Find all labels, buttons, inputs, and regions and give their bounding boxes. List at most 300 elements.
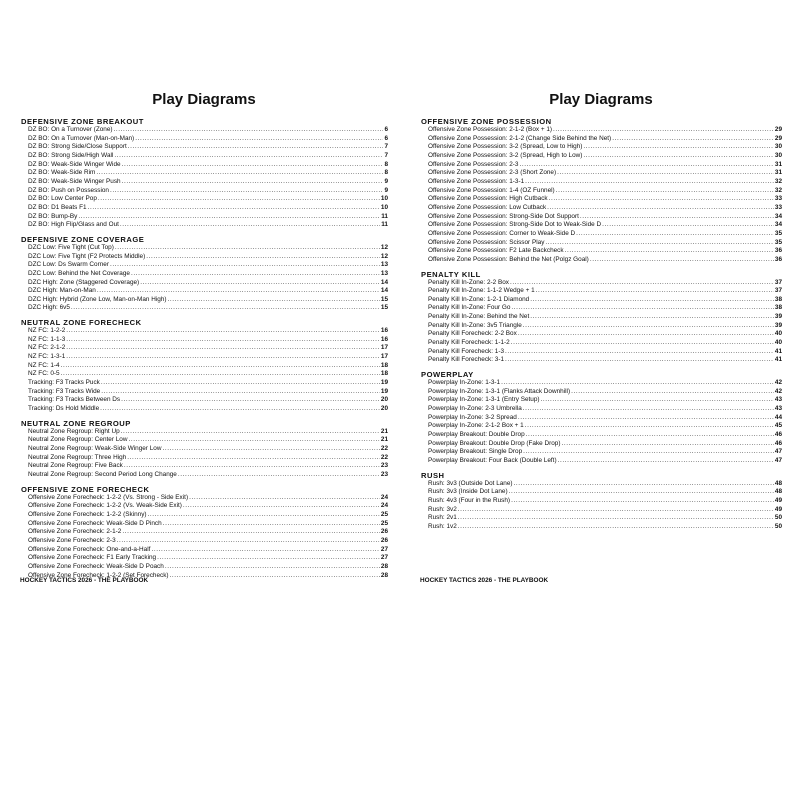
entry-page-number: 46 [774,439,782,447]
entry-title: Penalty Kill Forecheck: 3-1 [428,356,505,364]
entry-page-number: 41 [774,356,782,364]
dot-leader [545,239,774,248]
toc-entry[interactable] [20,405,388,414]
entry-title: Offensive Zone Forecheck: 1-2-2 (Skinny) [28,510,147,518]
entry-page-number: 18 [380,370,388,378]
entry-page-number: 10 [380,203,388,211]
entry-title: DZ BO: Weak-Side Rim [28,169,96,177]
dot-leader [189,494,380,503]
entry-title: Neutral Zone Regroup: Three High [28,453,127,461]
toc-entry[interactable] [20,554,388,563]
entry-title: Neutral Zone Regroup: Weak-Side Winger Low [28,445,162,452]
toc-entry[interactable] [420,204,782,213]
entry-title: DZC Low: Behind the Net Coverage [28,269,130,277]
dot-leader [583,152,773,161]
entry-page-number: 43 [774,405,782,413]
dot-leader [536,287,774,296]
dot-leader [602,221,774,230]
toc-entry[interactable] [20,204,388,213]
entry-page-number: 14 [380,278,388,286]
entry-title: Rush: 3v2 [428,505,457,513]
entry-page-number: 40 [774,339,782,347]
entry-title: NZ FC: 0-5 [28,370,60,378]
dot-leader [66,344,380,353]
entry-page-number: 42 [774,379,782,387]
entry-title: Offensive Zone Forecheck: 1-2-2 (Vs. Strong - Side Exit) [28,493,189,501]
entry-page-number: 30 [774,143,782,151]
toc-entry[interactable] [20,462,388,471]
entry-page-number: 25 [380,519,388,527]
dot-leader [66,353,380,362]
entry-page-number: 36 [774,247,782,255]
toc-entry[interactable] [420,322,782,331]
entry-page-number: 31 [774,169,782,177]
entry-title: Penalty Kill Forecheck: 2-2 Box [428,330,517,338]
table-of-contents [420,117,782,537]
entry-title: NZ FC: 1-4 [28,361,60,369]
entry-title: Rush: 3v3 (Outside Dot Lane) [428,479,513,487]
dot-leader [511,339,774,348]
toc-entry[interactable] [20,244,388,253]
section-heading: DEFENSIVE ZONE COVERAGE [21,234,145,244]
entry-page-number: 25 [380,510,388,518]
dot-leader [178,471,380,480]
toc-entry[interactable] [20,537,388,546]
dot-leader [562,440,774,449]
left-page [20,0,388,800]
entry-page-number: 19 [380,379,388,387]
entry-title: Powerplay Breakout: Four Back (Double Left) [428,456,557,464]
toc-entry[interactable] [420,221,782,230]
entry-title: Offensive Zone Forecheck: F1 Early Tracking [28,554,157,562]
entry-title: Rush: 1v2 [428,522,457,530]
entry-title: Neutral Zone Regroup: Right Up [28,427,120,435]
dot-leader [101,388,380,397]
dot-leader [122,161,384,170]
entry-title: Penalty Kill In-Zone: Behind the Net [428,313,530,321]
toc-section [420,471,782,532]
toc-entry[interactable] [420,287,782,296]
toc-entry[interactable] [420,213,782,222]
entry-page-number: 13 [380,269,388,277]
toc-entry[interactable] [420,256,782,265]
dot-leader [122,178,384,187]
dot-leader [590,256,774,265]
entry-page-number: 20 [380,396,388,404]
toc-entry[interactable] [420,396,782,405]
toc-entry[interactable] [420,187,782,196]
entry-page-number: 7 [384,143,388,151]
dot-leader [525,422,774,431]
entry-title: Tracking: Ds Hold Middle [28,405,100,413]
toc-entry[interactable] [20,253,388,262]
entry-page-number: 19 [380,387,388,395]
entry-title: Offensive Zone Possession: 2-1-2 (Box + 1) [428,126,553,133]
entry-page-number: 49 [774,496,782,504]
dot-leader [168,296,380,305]
entry-title: Neutral Zone Regroup: Center Low [28,436,128,444]
toc-entry[interactable] [20,370,388,379]
toc-entry[interactable] [20,445,388,454]
entry-title: Offensive Zone Possession: Corner to Weak-Side D [428,229,576,237]
toc-entry[interactable] [420,448,782,457]
toc-entry[interactable] [20,379,388,388]
dot-leader [518,414,774,423]
entry-page-number: 38 [774,295,782,303]
entry-page-number: 34 [774,221,782,229]
entry-page-number: 15 [380,295,388,303]
entry-page-number: 36 [774,255,782,263]
toc-entry[interactable] [420,143,782,152]
entry-page-number: 8 [384,169,388,177]
dot-leader [110,261,380,270]
entry-title: Offensive Zone Forecheck: Weak-Side D Poach [28,562,164,570]
dot-leader [518,330,774,339]
entry-title: Offensive Zone Possession: 3-2 (Spread, High to Low) [428,151,583,159]
entry-title: DZC Low: Five Tight (Cut Top) [28,243,114,251]
page-footer: HOCKEY TACTICS 2026 - THE PLAYBOOK [420,577,549,584]
toc-entry[interactable] [420,379,782,388]
dot-leader [509,488,774,497]
toc-entry[interactable] [420,161,782,170]
toc-entry[interactable] [20,161,388,170]
toc-entry[interactable] [20,327,388,336]
toc-entry[interactable] [20,213,388,222]
toc-entry[interactable] [420,348,782,357]
entry-title: DZ BO: Weak-Side Winger Wide [28,160,121,168]
entry-title: Offensive Zone Possession: High Cutback [428,195,548,203]
entry-title: DZ BO: Low Center Pop [28,195,97,203]
dot-leader [135,135,383,144]
entry-page-number: 11 [381,212,388,220]
entry-page-number: 21 [380,436,388,444]
dot-leader [121,428,380,437]
toc-section [420,270,782,366]
entry-page-number: 48 [774,479,782,487]
toc-entry[interactable] [420,506,782,515]
dot-leader [78,213,380,222]
dot-leader [556,187,774,196]
toc-entry[interactable] [420,178,782,187]
toc-entry[interactable] [20,270,388,279]
entry-page-number: 30 [774,151,782,159]
toc-entry[interactable] [20,362,388,371]
entry-title: Rush: 2v1 [428,514,457,522]
toc-entry[interactable] [420,440,782,449]
dot-leader [526,431,774,440]
entry-title: Penalty Kill Forecheck: 1-3 [428,347,505,355]
entry-page-number: 37 [774,278,782,286]
toc-entry[interactable] [420,296,782,305]
entry-title: Offensive Zone Possession: 2-3 [428,160,519,168]
toc-entry[interactable] [20,261,388,270]
toc-entry[interactable] [420,339,782,348]
page-footer: HOCKEY TACTICS 2026 - THE PLAYBOOK [20,577,149,584]
dot-leader [114,126,384,135]
toc-entry[interactable] [420,457,782,466]
dot-leader [458,514,774,523]
entry-page-number: 50 [774,522,782,530]
entry-title: DZ BO: Weak-Side Winger Push [28,177,121,185]
toc-entry[interactable] [20,221,388,230]
entry-title: Penalty Kill In-Zone: 2-2 Box [428,278,509,286]
dot-leader [525,178,774,187]
dot-leader [541,396,774,405]
toc-entry[interactable] [20,396,388,405]
dot-leader [66,336,380,345]
entry-title: Offensive Zone Possession: 1-3-1 [428,177,525,185]
toc-entry[interactable] [20,546,388,555]
toc-entry[interactable] [420,422,782,431]
entry-page-number: 14 [380,287,388,295]
entry-title: Offensive Zone Possession: Strong-Side Dot to Weak-Side D [428,221,602,229]
toc-entry[interactable] [420,247,782,256]
dot-leader [128,436,379,445]
dot-leader [511,497,774,506]
dot-leader [505,348,774,357]
toc-entry[interactable] [20,454,388,463]
dot-leader [170,572,380,581]
dot-leader [131,270,380,279]
entry-title: DZC High: 6v5 [28,304,70,312]
entry-page-number: 8 [384,160,388,168]
dot-leader [96,169,383,178]
entry-title: Tracking: F3 Tracks Wide [28,387,101,395]
toc-entry[interactable] [20,126,388,135]
entry-page-number: 27 [380,545,388,553]
entry-page-number: 6 [384,134,388,142]
entry-page-number: 16 [380,335,388,343]
toc-entry[interactable] [20,336,388,345]
toc-entry[interactable] [420,239,782,248]
entry-page-number: 47 [774,456,782,464]
toc-entry[interactable] [20,344,388,353]
entry-page-number: 17 [380,344,388,352]
toc-entry[interactable] [20,563,388,572]
entry-title: Penalty Kill Forecheck: 1-1-2 [428,339,510,347]
toc-entry[interactable] [420,330,782,339]
toc-entry[interactable] [20,502,388,511]
dot-leader [519,161,773,170]
toc-section [20,235,388,313]
toc-entry[interactable] [20,528,388,537]
toc-entry[interactable] [20,287,388,296]
entry-title: DZ BO: High Flip/Glass and Out [28,221,119,229]
toc-entry[interactable] [420,488,782,497]
toc-entry[interactable] [20,152,388,161]
dot-leader [183,502,380,511]
dot-leader [121,396,380,405]
dot-leader [148,511,380,520]
toc-entry[interactable] [20,511,388,520]
toc-entry[interactable] [20,436,388,445]
toc-entry[interactable] [420,431,782,440]
entry-title: DZ BO: On a Turnover (Man-on-Man) [28,134,135,142]
dot-leader [549,195,774,204]
toc-entry[interactable] [20,135,388,144]
entry-page-number: 15 [380,304,388,312]
toc-entry[interactable] [420,414,782,423]
toc-entry[interactable] [420,356,782,365]
dot-leader [71,304,380,313]
entry-page-number: 29 [774,134,782,142]
entry-title: Powerplay In-Zone: 3-2 Spread [428,413,517,421]
toc-entry[interactable] [420,135,782,144]
entry-title: NZ FC: 1-3-1 [28,353,66,361]
dot-leader [97,287,380,296]
page-title: Play Diagrams [152,91,256,108]
toc-entry[interactable] [420,514,782,523]
dot-leader [501,379,774,388]
entry-title: DZ BO: Bump-By [28,212,78,220]
entry-title: Offensive Zone Possession: 2-1-2 (Change Side Behind the Net) [428,134,612,142]
entry-title: Offensive Zone Possession: Behind the Net (Polgz Goal) [428,255,589,263]
toc-entry[interactable] [20,296,388,305]
dot-leader [163,520,380,529]
toc-section [20,419,388,480]
entry-title: Offensive Zone Possession: 2-3 (Short Zone) [428,169,557,177]
entry-title: Offensive Zone Forecheck: Weak-Side D Pinch [28,519,162,527]
toc-entry[interactable] [20,304,388,313]
toc-section [20,485,388,581]
toc-entry[interactable] [20,195,388,204]
toc-entry[interactable] [420,313,782,322]
entry-page-number: 6 [384,126,388,133]
entry-page-number: 24 [380,502,388,510]
toc-entry[interactable] [420,126,782,135]
dot-leader [122,528,380,537]
toc-entry[interactable] [20,471,388,480]
dot-leader [127,454,380,463]
dot-leader [66,327,380,336]
entry-page-number: 38 [774,304,782,312]
dot-leader [157,554,380,563]
entry-title: Penalty Kill In-Zone: 3v5 Triangle [428,321,522,329]
section-heading: POWERPLAY [421,370,474,380]
entry-page-number: 33 [774,195,782,203]
toc-entry[interactable] [20,143,388,152]
toc-entry[interactable] [20,428,388,437]
dot-leader [98,195,380,204]
section-heading: PENALTY KILL [421,269,481,279]
entry-title: Offensive Zone Possession: Strong-Side Dot Support [428,212,579,220]
dot-leader [61,370,380,379]
toc-entry[interactable] [20,494,388,503]
dot-leader [151,546,379,555]
toc-entry[interactable] [420,304,782,313]
dot-leader [110,187,383,196]
dot-leader [571,388,774,397]
toc-entry[interactable] [420,405,782,414]
section-heading: OFFENSIVE ZONE FORECHECK [21,484,150,494]
toc-entry[interactable] [420,169,782,178]
entry-page-number: 37 [774,287,782,295]
entry-page-number: 35 [774,229,782,237]
toc-entry[interactable] [420,388,782,397]
entry-title: Offensive Zone Possession: Scissor Play [428,238,545,246]
entry-title: DZ BO: Push on Possession [28,186,109,194]
dot-leader [530,296,774,305]
toc-entry[interactable] [420,480,782,489]
entry-title: Offensive Zone Possession: 3-2 (Spread, Low to High) [428,143,583,151]
dot-leader [523,405,774,414]
dot-leader [612,135,774,144]
entry-title: Penalty Kill In-Zone: 1-2-1 Diamond [428,295,530,303]
entry-page-number: 24 [380,493,388,501]
dot-leader [61,362,380,371]
dot-leader [553,126,774,135]
entry-page-number: 10 [380,195,388,203]
toc-entry[interactable] [420,279,782,288]
entry-title: DZC Low: Ds Swarm Corner [28,261,109,269]
entry-title: NZ FC: 1-1-3 [28,335,66,343]
dot-leader [117,537,380,546]
entry-title: DZC High: Hybrid (Zone Low, Man-on-Man High) [28,295,167,303]
entry-page-number: 27 [380,554,388,562]
entry-title: Powerplay Breakout: Double Drop [428,431,525,438]
entry-title: DZ BO: On a Turnover (Zone) [28,126,113,133]
dot-leader [100,405,380,414]
entry-page-number: 48 [774,488,782,496]
section-heading: RUSH [421,470,445,480]
section-heading: NEUTRAL ZONE REGROUP [21,418,131,428]
entry-title: DZC High: Man-on-Man [28,287,96,295]
dot-leader [565,247,774,256]
toc-entry[interactable] [420,523,782,532]
entry-page-number: 28 [380,571,388,579]
toc-entry[interactable] [20,520,388,529]
toc-entry[interactable] [20,279,388,288]
entry-title: Powerplay In-Zone: 2-3 Umbrella [428,405,522,413]
dot-leader [580,213,774,222]
entry-page-number: 16 [380,327,388,335]
entry-page-number: 29 [774,126,782,133]
entry-page-number: 23 [380,470,388,478]
toc-section [20,117,388,230]
toc-entry[interactable] [420,152,782,161]
toc-entry[interactable] [20,187,388,196]
dot-leader [458,506,774,515]
entry-page-number: 20 [380,405,388,413]
entry-title: Offensive Zone Possession: Low Cutback [428,203,547,211]
dot-leader [165,563,380,572]
entry-title: Penalty Kill In-Zone: 1-1-2 Wedge + 1 [428,287,535,295]
entry-page-number: 22 [380,453,388,461]
entry-page-number: 39 [774,321,782,329]
entry-page-number: 28 [380,562,388,570]
entry-page-number: 39 [774,313,782,321]
toc-entry[interactable] [20,388,388,397]
toc-entry[interactable] [420,497,782,506]
entry-title: DZ BO: Strong Side/High Wall [28,151,114,159]
toc-entry[interactable] [20,169,388,178]
toc-entry[interactable] [20,353,388,362]
dot-leader [114,152,383,161]
dot-leader [146,253,380,262]
dot-leader [510,279,774,288]
dot-leader [558,457,774,466]
entry-page-number: 12 [380,243,388,251]
toc-entry[interactable] [20,178,388,187]
entry-page-number: 11 [381,221,388,229]
entry-page-number: 44 [774,413,782,421]
toc-entry[interactable] [420,230,782,239]
toc-entry[interactable] [420,195,782,204]
dot-leader [530,313,774,322]
entry-page-number: 9 [384,177,388,185]
entry-page-number: 50 [774,514,782,522]
entry-page-number: 22 [380,445,388,452]
